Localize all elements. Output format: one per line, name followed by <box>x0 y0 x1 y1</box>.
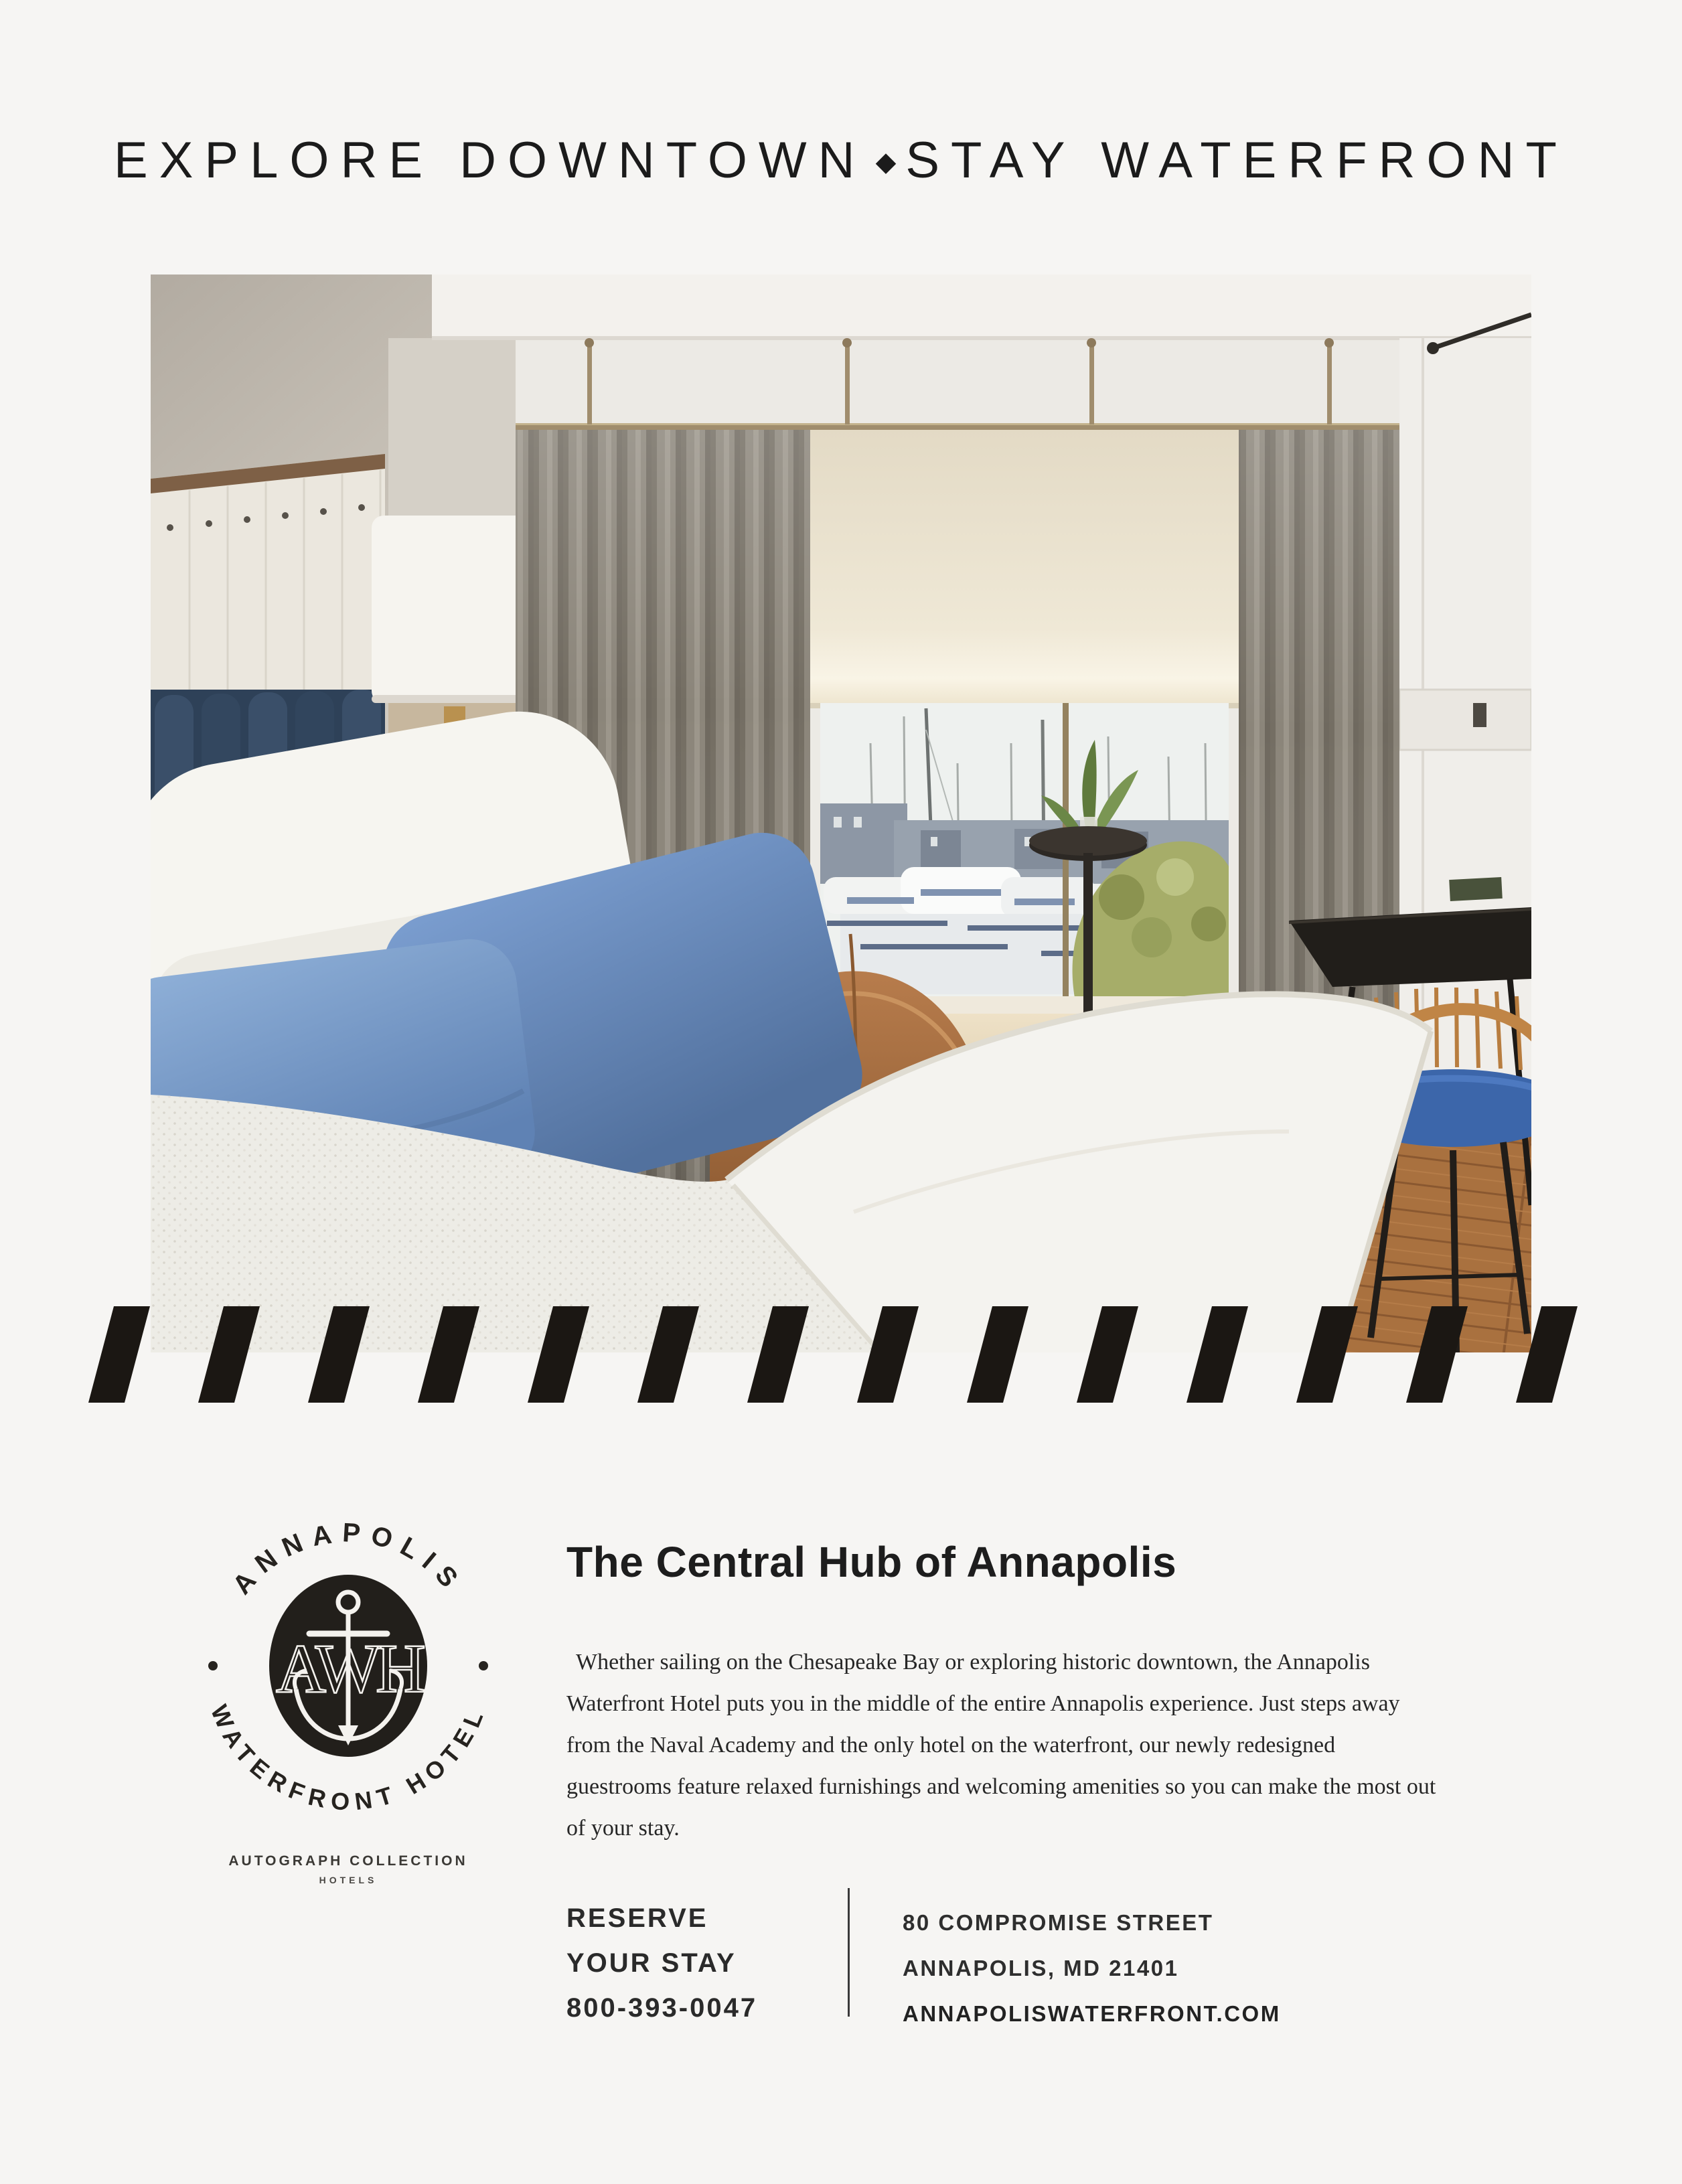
ceiling-shadow <box>432 336 1531 340</box>
stripe <box>1077 1306 1138 1403</box>
stripe <box>528 1306 589 1403</box>
address-street: 80 COMPROMISE STREET <box>903 1910 1214 1935</box>
stripe <box>747 1306 809 1403</box>
stripe <box>1406 1306 1468 1403</box>
vertical-divider <box>848 1888 850 2017</box>
reserve-phone: 800-393-0047 <box>566 1993 758 2023</box>
reserve-line2: YOUR STAY <box>566 1948 737 1978</box>
page-title: The Central Hub of Annapolis <box>566 1538 1177 1586</box>
window-view <box>820 703 1239 998</box>
logo-dot-right <box>479 1661 488 1670</box>
body-copy: Whether sailing on the Chesapeake Bay or exploring historic downtown, the Annapolis Waterfront Hotel puts you in the middle of the entire Annapolis experience. Just steps away from the Naval Academy and the only hotel on the waterfront, our newly redesigned guestrooms feature relaxed furnishings and welcoming amenities so you can make the most out of your stay. <box>566 1650 1436 1841</box>
hotel-logo <box>174 1490 522 1855</box>
logo-arc-bottom: WATERFRONT HOTEL <box>205 1701 491 1816</box>
headline-left: EXPLORE DOWNTOWN <box>114 132 866 189</box>
stripe <box>308 1306 370 1403</box>
address-block <box>903 1900 1281 2037</box>
logo-arc-top: ANNAPOLIS <box>227 1518 469 1600</box>
autograph-collection-label: AUTOGRAPH COLLECTION <box>228 1853 468 1869</box>
stripe <box>88 1306 150 1403</box>
diamond-separator-icon: ◆ <box>875 147 897 177</box>
stripe <box>857 1306 919 1403</box>
address-city: ANNAPOLIS, MD 21401 <box>903 1956 1179 1980</box>
light-switch <box>1473 703 1486 727</box>
headboard <box>151 454 385 703</box>
headline-right: STAY WATERFRONT <box>905 132 1568 189</box>
reserve-block <box>566 1896 757 2031</box>
roman-shade <box>810 428 1239 706</box>
stripe <box>967 1306 1028 1403</box>
stripe <box>198 1306 260 1403</box>
stripe <box>1296 1306 1358 1403</box>
ceiling <box>432 275 1531 338</box>
headline <box>0 131 1682 189</box>
reserve-line1: RESERVE <box>566 1903 708 1933</box>
stripe <box>1516 1306 1578 1403</box>
guestroom-photo <box>151 275 1531 1352</box>
wainscot-panel <box>1399 690 1531 750</box>
stripe <box>418 1306 479 1403</box>
diagonal-stripe-decoration <box>80 1304 1594 1405</box>
stripe <box>637 1306 699 1403</box>
website: ANNAPOLISWATERFRONT.COM <box>903 2001 1281 2026</box>
desk-lamp-head <box>1427 342 1439 354</box>
logo-dot-left <box>208 1661 218 1670</box>
stripe <box>1187 1306 1248 1403</box>
hotels-label: HOTELS <box>319 1875 378 1885</box>
logo-monogram: AWH <box>275 1630 421 1707</box>
